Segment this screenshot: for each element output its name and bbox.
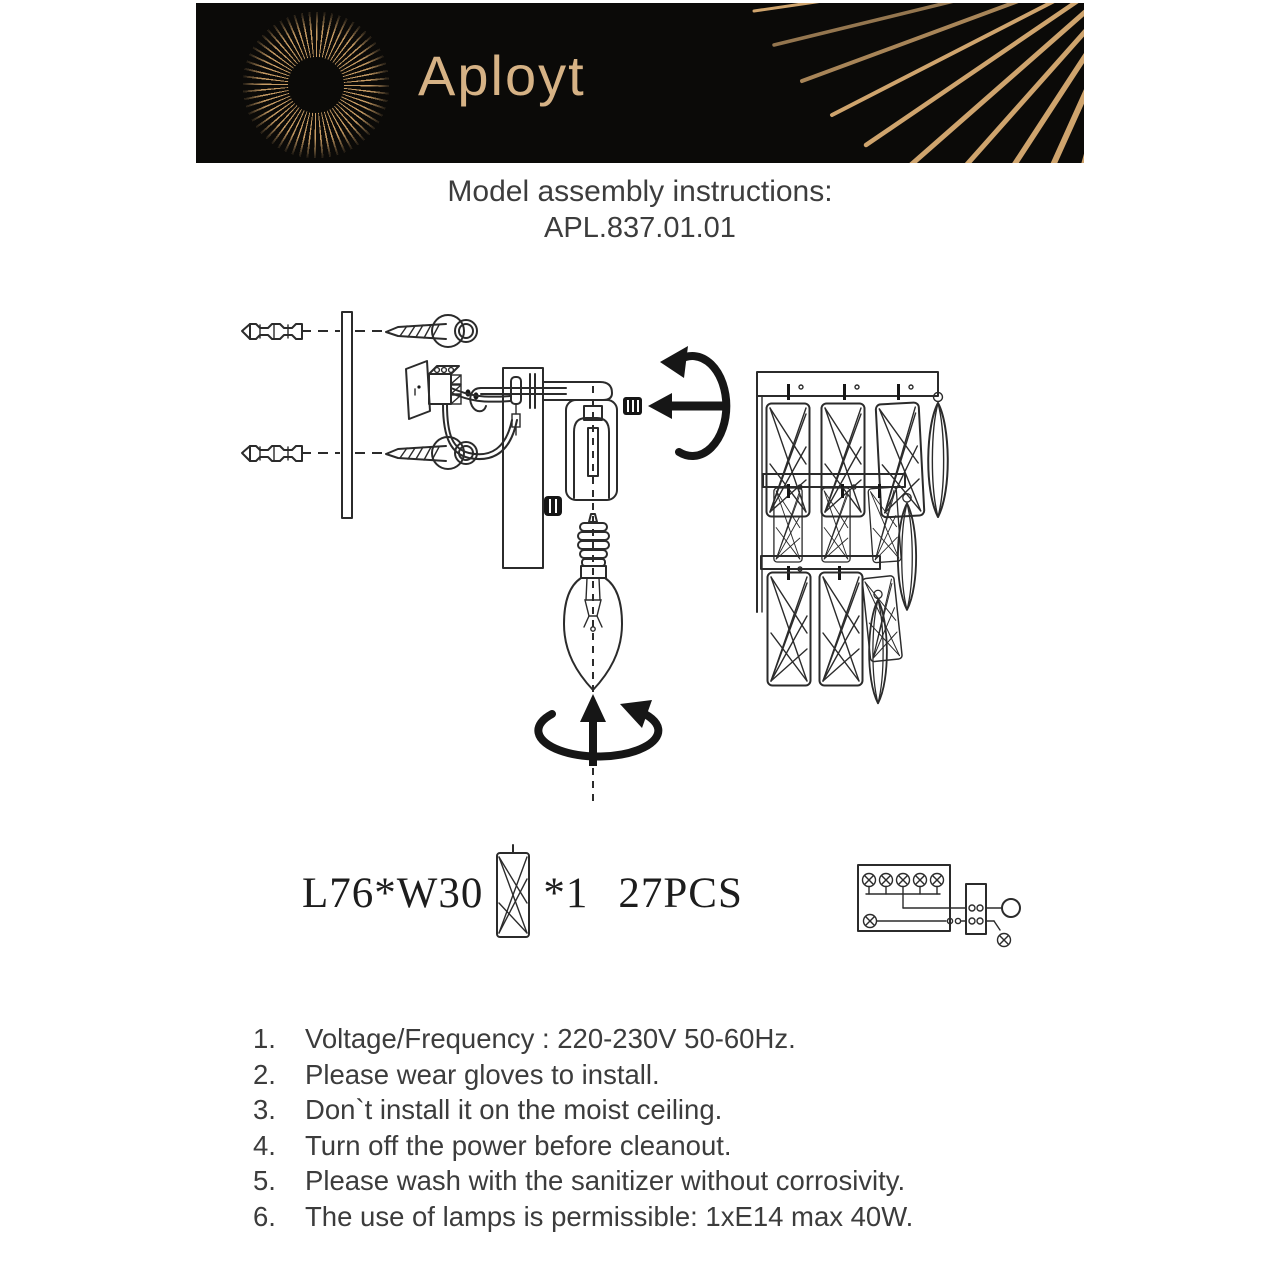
model-number: APL.837.01.01 (544, 212, 736, 244)
instruction-item (253, 1057, 1073, 1093)
sconce-tier-3 (761, 556, 902, 703)
wall-anchor-top-icon (242, 324, 302, 339)
screw-in-rotation-arrow-icon (538, 694, 658, 766)
instruction-item (253, 1021, 1073, 1057)
insert-arrow-icon (648, 393, 728, 419)
crystal-count: 27PCS (618, 869, 743, 917)
item-number: 3. (253, 1094, 276, 1125)
screw-bottom-icon (386, 437, 477, 469)
wires (443, 388, 517, 459)
instruction-item (253, 1092, 1073, 1128)
item-text: Turn off the power before cleanout. (305, 1129, 732, 1161)
brand-name: Aployt (418, 44, 586, 107)
item-text: Voltage/Frequency : 220-230V 50-60Hz. (305, 1023, 796, 1054)
item-number: 1. (253, 1023, 276, 1054)
side-thumbscrew-icon (544, 496, 562, 516)
instruction-item (253, 1128, 1073, 1164)
screw-top-icon (386, 315, 477, 347)
item-text: Please wear gloves to install. (305, 1058, 660, 1090)
wiring-diagram (850, 853, 1026, 957)
item-number: 5. (253, 1165, 276, 1196)
wall-bracket (470, 368, 566, 568)
brand-banner (196, 3, 1084, 163)
sconce-tier-1 (767, 384, 948, 517)
wall-anchor-bottom-icon (242, 446, 302, 461)
sunburst-rays-icon (754, 3, 1084, 163)
mounting-strip (342, 312, 352, 518)
connector-block (966, 884, 1020, 947)
page-title: Model assembly instructions: (447, 175, 833, 208)
assembly-diagram (220, 295, 750, 815)
instructions-list (253, 1021, 1073, 1234)
item-number: 2. (253, 1058, 276, 1090)
starburst-logo-icon (243, 12, 389, 158)
knurled-nut-icon (623, 397, 642, 415)
instruction-item (253, 1163, 1073, 1199)
crystal-multiplier: *1 (543, 869, 589, 917)
title-block (196, 175, 1084, 245)
item-text: Please wash with the sanitizer without corrosivity. (305, 1165, 906, 1196)
crystal-plate-icon (491, 845, 535, 941)
lamp-socket (543, 382, 617, 500)
item-number: 6. (253, 1200, 276, 1232)
sconce-drawing (750, 365, 965, 710)
item-number: 4. (253, 1129, 276, 1161)
parts-list (302, 843, 743, 943)
item-text: Don`t install it on the moist ceiling. (305, 1094, 723, 1125)
sconce-tier-2 (763, 474, 916, 610)
crystal-dimensions: L76*W30 (302, 869, 484, 917)
instruction-item (253, 1199, 1073, 1235)
item-text: The use of lamps is permissible: 1xE14 max 40W. (305, 1200, 914, 1232)
